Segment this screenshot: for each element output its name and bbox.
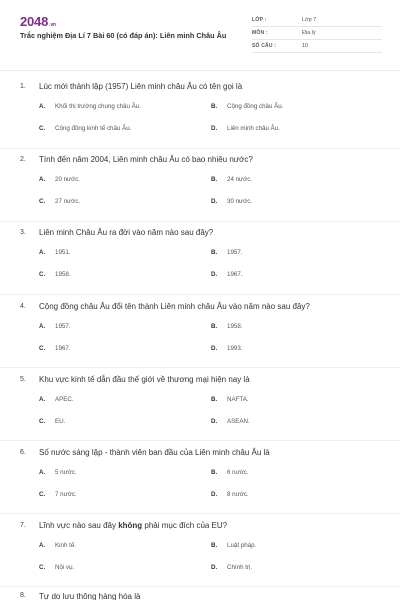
option-text: APEC. [55, 396, 74, 403]
option-letter: C. [39, 125, 46, 132]
option-text: Nội vụ. [55, 564, 75, 571]
question-number: 5. [20, 376, 26, 383]
question-number: 8. [20, 592, 26, 599]
option-row [20, 176, 382, 187]
option-text: Cộng đồng châu Âu. [227, 103, 284, 110]
question-stem-end: phải mục đích của EU? [142, 521, 228, 530]
question-divider [0, 367, 400, 368]
option-b[interactable] [211, 249, 242, 256]
site-logo[interactable] [20, 14, 56, 29]
option-row [20, 469, 382, 480]
meta-value: Địa lý [302, 30, 316, 36]
logo-domain: .vn [49, 22, 56, 28]
option-text: 1967. [227, 271, 243, 278]
document-header [20, 14, 382, 58]
option-d[interactable] [211, 418, 250, 425]
option-text: Kinh tế. [55, 542, 76, 549]
option-letter: C. [39, 491, 46, 498]
question-stem: Lúc mới thành lập (1957) Liên minh châu Âu có tên gọi là [39, 82, 243, 91]
option-text: EU. [55, 418, 66, 425]
question-item [20, 155, 382, 209]
option-c[interactable] [39, 564, 74, 571]
question-item [20, 302, 382, 356]
option-letter: C. [39, 198, 46, 205]
option-d[interactable] [211, 564, 252, 571]
question-number: 4. [20, 303, 26, 310]
option-letter: B. [211, 249, 218, 256]
question-divider [0, 148, 400, 149]
option-text: 5 nước. [55, 469, 77, 476]
option-b[interactable] [211, 396, 249, 403]
question-stem-emphasis: không [118, 521, 143, 530]
option-row [20, 418, 382, 429]
question-stem: Khu vực kinh tế dẫn đầu thế giới về thương mại hiện nay là [39, 375, 250, 384]
option-row [20, 491, 382, 502]
option-letter: A. [39, 542, 46, 549]
option-c[interactable] [39, 418, 65, 425]
meta-label: LỚP : [252, 17, 267, 23]
question-item [20, 375, 382, 429]
question-number: 3. [20, 229, 26, 236]
option-d[interactable] [211, 491, 249, 498]
option-row [20, 198, 382, 209]
question-text [20, 82, 382, 92]
option-text: 27 nước. [55, 198, 81, 205]
option-row [20, 323, 382, 334]
question-item [20, 521, 382, 575]
question-text [20, 448, 382, 458]
option-row [20, 396, 382, 407]
meta-row-class [252, 14, 382, 27]
option-a[interactable] [39, 542, 76, 549]
question-item [20, 82, 382, 136]
option-row [20, 103, 382, 114]
option-letter: C. [39, 418, 46, 425]
option-text: NAFTA. [227, 396, 249, 403]
option-c[interactable] [39, 125, 131, 132]
option-letter: D. [211, 418, 218, 425]
option-a[interactable] [39, 469, 77, 476]
question-item [20, 228, 382, 282]
meta-label: MÔN : [252, 30, 268, 36]
question-divider [0, 221, 400, 222]
option-letter: B. [211, 542, 218, 549]
option-text: Liên minh châu Âu. [227, 125, 280, 132]
option-b[interactable] [211, 469, 249, 476]
option-letter: C. [39, 271, 46, 278]
option-text: 24 nước. [227, 176, 253, 183]
option-letter: A. [39, 249, 46, 256]
option-letter: A. [39, 469, 46, 476]
meta-row-subject [252, 27, 382, 40]
option-letter: B. [211, 103, 218, 110]
logo-text: 2048 [20, 14, 49, 29]
option-letter: C. [39, 345, 46, 352]
option-text: 1967. [55, 345, 71, 352]
option-row [20, 125, 382, 136]
question-divider [0, 513, 400, 514]
question-divider [0, 586, 400, 587]
option-a[interactable] [39, 396, 74, 403]
question-divider [0, 294, 400, 295]
question-number: 1. [20, 83, 26, 90]
question-item [20, 448, 382, 502]
option-b[interactable] [211, 323, 242, 330]
option-text: 7 nước. [55, 491, 77, 498]
option-b[interactable] [211, 542, 256, 549]
option-a[interactable] [39, 323, 70, 330]
question-text [20, 155, 382, 165]
option-c[interactable] [39, 271, 70, 278]
question-stem: Cộng đồng châu Âu đổi tên thành Liên minh châu Âu vào năm nào sau đây? [39, 302, 310, 311]
question-divider [0, 440, 400, 441]
option-text: 1951. [55, 249, 71, 256]
option-a[interactable] [39, 176, 80, 183]
option-d[interactable] [211, 198, 252, 205]
page-title: Trắc nghiệm Địa Lí 7 Bài 60 (có đáp án): Liên minh Châu Âu [20, 31, 227, 40]
option-letter: A. [39, 176, 46, 183]
question-text [20, 521, 382, 531]
meta-table [252, 14, 382, 53]
option-row [20, 345, 382, 356]
question-stem: Số nước sáng lập - thành viên ban đầu của Liên minh châu Âu là [39, 448, 270, 457]
option-d[interactable] [211, 271, 242, 278]
question-text [20, 375, 382, 385]
meta-label: SỐ CÂU : [252, 43, 277, 49]
meta-value: 10 [302, 43, 309, 49]
option-text: 1958. [227, 323, 243, 330]
option-c[interactable] [39, 198, 80, 205]
option-d[interactable] [211, 125, 280, 132]
option-letter: A. [39, 103, 46, 110]
option-row [20, 542, 382, 553]
option-text: 8 nước. [227, 491, 249, 498]
question-number: 6. [20, 449, 26, 456]
question-text [20, 302, 382, 312]
option-letter: D. [211, 271, 218, 278]
question-text [20, 228, 382, 238]
option-text: 1957. [227, 249, 243, 256]
question-stem: Tính đến năm 2004, Liên minh châu Âu có bao nhiêu nước? [39, 155, 253, 164]
option-letter: C. [39, 564, 46, 571]
option-letter: B. [211, 469, 218, 476]
question-stem-start: Lĩnh vực nào sau đây [39, 521, 119, 530]
option-text: 30 nước. [227, 198, 253, 205]
option-text: ASEAN. [227, 418, 250, 425]
option-text: Chính trị. [227, 564, 253, 571]
option-letter: A. [39, 323, 46, 330]
header-divider [0, 70, 400, 71]
option-b[interactable] [211, 103, 283, 110]
option-row [20, 564, 382, 575]
option-text: Cộng đồng kinh tế châu Âu. [55, 125, 132, 132]
option-text: Khối thị trường chung châu Âu. [55, 103, 141, 110]
option-b[interactable] [211, 176, 252, 183]
option-text: 20 nước. [55, 176, 81, 183]
option-letter: D. [211, 491, 218, 498]
option-letter: B. [211, 176, 218, 183]
option-letter: A. [39, 396, 46, 403]
option-text: 1957. [55, 323, 71, 330]
option-letter: D. [211, 125, 218, 132]
question-stem: Tự do lưu thông hàng hóa là [39, 592, 141, 600]
question-item-partial [20, 592, 140, 600]
question-number: 2. [20, 156, 26, 163]
meta-row-count [252, 40, 382, 53]
option-letter: B. [211, 396, 218, 403]
meta-value: Lớp 7 [302, 17, 317, 23]
question-stem: Liên minh Châu Âu ra đời vào năm nào sau đây? [39, 228, 214, 237]
option-text: 1993. [227, 345, 243, 352]
question-number: 7. [20, 522, 26, 529]
option-row [20, 271, 382, 282]
option-text: 6 nước. [227, 469, 249, 476]
option-letter: B. [211, 323, 218, 330]
option-c[interactable] [39, 491, 77, 498]
option-letter: D. [211, 564, 218, 571]
option-letter: D. [211, 345, 218, 352]
option-letter: D. [211, 198, 218, 205]
option-a[interactable] [39, 249, 70, 256]
option-c[interactable] [39, 345, 70, 352]
option-a[interactable] [39, 103, 141, 110]
option-row [20, 249, 382, 260]
option-d[interactable] [211, 345, 242, 352]
option-text: Luật pháp. [227, 542, 257, 549]
option-text: 1958. [55, 271, 71, 278]
